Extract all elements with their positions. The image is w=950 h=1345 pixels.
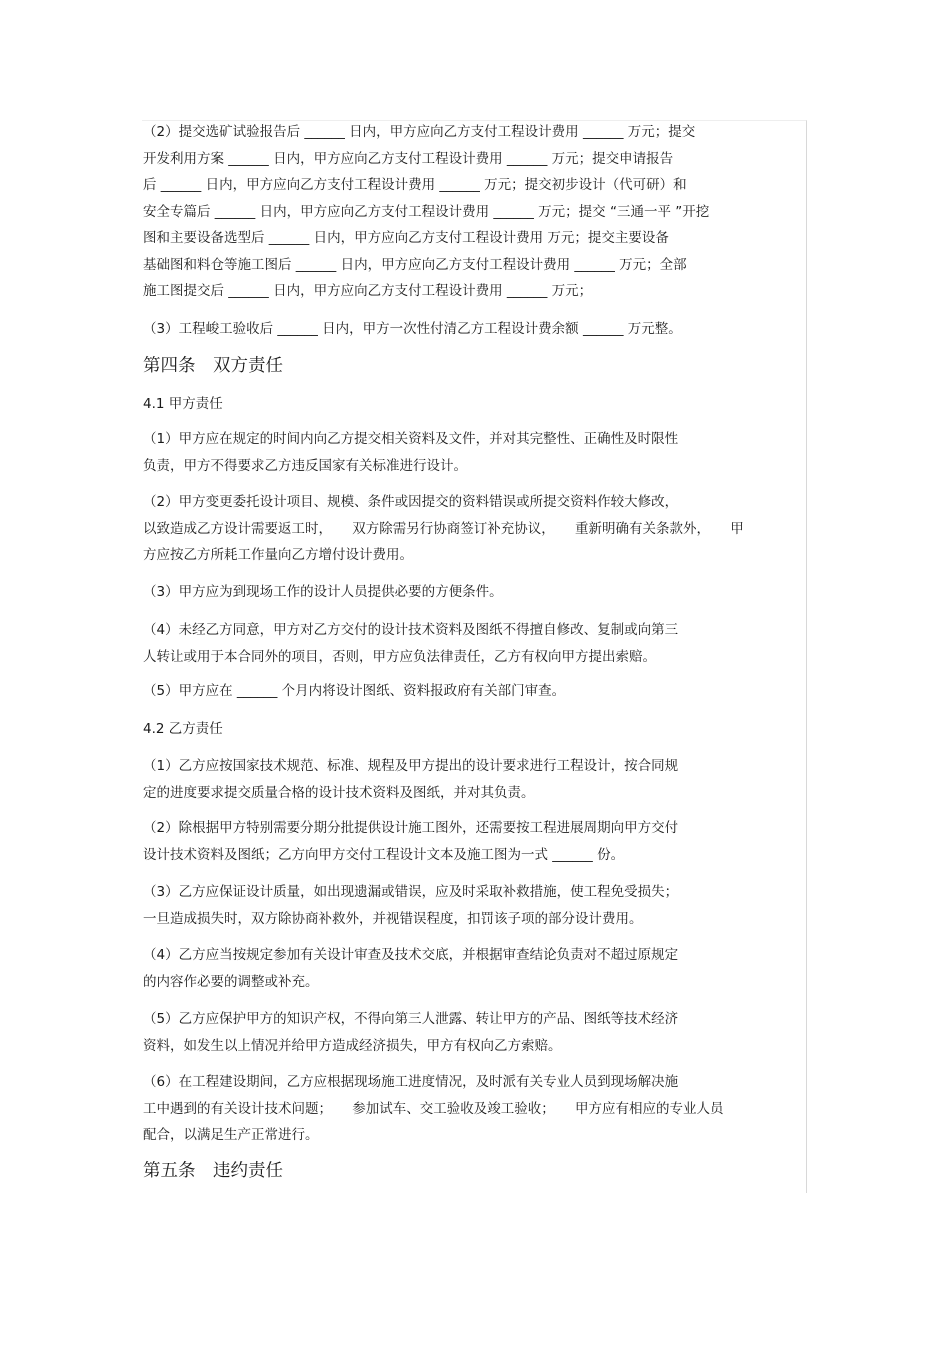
text-line: 一旦造成损失时，双方除协商补救外，并视错误程度，扣罚该子项的部分设计费用。 — [143, 910, 643, 927]
text-line: 配合，以满足生产正常进行。 — [143, 1127, 319, 1143]
party-a-clause-5 — [143, 678, 807, 705]
party-b-clause-6 — [143, 1069, 807, 1149]
text-line: 基础图和料仓等施工图后 ______ 日内，甲方应向乙方支付工程设计费用 ______ 万元；全部 — [143, 256, 687, 273]
text-line: （2）除根据甲方特别需要分期分批提供设计施工图外，还需要按工程进展周期向甲方交付 — [143, 820, 679, 836]
party-a-clause-2 — [143, 489, 807, 569]
text-line: 图和主要设备选型后 ______ 日内，甲方应向乙方支付工程设计费用 万元；提交主要设备 — [143, 230, 669, 246]
section-4-1-heading: 4.1 甲方责任 — [143, 396, 223, 412]
article-4-heading: 第四条 双方责任 — [143, 356, 283, 376]
text-line: （2）甲方变更委托设计项目、规模、条件或因提交的资料错误或所提交资料作较大修改， — [143, 494, 679, 510]
text-line: （4）未经乙方同意，甲方对乙方交付的设计技术资料及图纸不得擅自修改、复制或向第三 — [143, 622, 679, 638]
text-line: 负责，甲方不得要求乙方违反国家有关标准进行设计。 — [143, 457, 467, 474]
text-line: 安全专篇后 ______ 日内，甲方应向乙方支付工程设计费用 ______ 万元；提交 “三通一平 ”开挖 — [143, 203, 710, 220]
party-a-clause-3 — [143, 579, 807, 606]
party-b-clause-2 — [143, 815, 807, 868]
text-line: （6）在工程建设期间，乙方应根据现场施工进度情况，及时派有关专业人员到现场解决施 — [143, 1074, 679, 1090]
article-5-heading: 第五条 违约责任 — [143, 1161, 283, 1181]
text-line: 工中遇到的有关设计技术问题； 参加试车、交工验收及竣工验收； 甲方应有相应的专业人员 — [143, 1100, 724, 1117]
section-4-2-heading: 4.2 乙方责任 — [143, 721, 223, 737]
text-line: 后 ______ 日内，甲方应向乙方支付工程设计费用 ______ 万元；提交初步设计（代可研）和 — [143, 177, 687, 193]
text-line: 开发利用方案 ______ 日内，甲方应向乙方支付工程设计费用 ______ 万元；提交申请报告 — [143, 150, 674, 167]
text-line: （1）乙方应按国家技术规范、标准、规程及甲方提出的设计要求进行工程设计，按合同规 — [143, 758, 679, 774]
text-line: （4）乙方应当按规定参加有关设计审查及技术交底，并根据审查结论负责对不超过原规定 — [143, 947, 679, 963]
text-line: 人转让或用于本合同外的项目，否则，甲方应负法律责任，乙方有权向甲方提出索赔。 — [143, 648, 656, 665]
text-line: 的内容作必要的调整或补充。 — [143, 973, 319, 990]
text-line: 以致造成乙方设计需要返工时， 双方除需另行协商签订补充协议， 重新明确有关条款外， 甲 — [143, 520, 744, 537]
party-a-clause-1 — [143, 426, 807, 479]
party-b-clause-1 — [143, 753, 807, 806]
party-b-clause-3 — [143, 879, 807, 932]
text-line: 施工图提交后 ______ 日内，甲方应向乙方支付工程设计费用 ______ 万元； — [143, 283, 593, 299]
text-line: 设计技术资料及图纸；乙方向甲方交付工程设计文本及施工图为一式 ______ 份。 — [143, 846, 625, 863]
payment-clause-2 — [143, 119, 807, 305]
text-line: （5）甲方应在 ______ 个月内将设计图纸、资料报政府有关部门审查。 — [143, 683, 566, 699]
payment-clause-3 — [143, 316, 807, 343]
text-line: 资料，如发生以上情况并给甲方造成经济损失，甲方有权向乙方索赔。 — [143, 1037, 562, 1054]
party-a-clause-4 — [143, 617, 807, 670]
text-line: （3）工程峻工验收后 ______ 日内，甲方一次性付清乙方工程设计费余额 ______ 万元整。 — [143, 321, 682, 337]
text-line: 定的进度要求提交质量合格的设计技术资料及图纸，并对其负责。 — [143, 784, 535, 801]
text-line: 方应按乙方所耗工作量向乙方增付设计费用。 — [143, 547, 413, 563]
text-line: （3）乙方应保证设计质量，如出现遗漏或错误，应及时采取补救措施，使工程免受损失； — [143, 884, 679, 900]
party-b-clause-4 — [143, 942, 807, 995]
party-b-clause-5 — [143, 1006, 807, 1059]
text-line: （1）甲方应在规定的时间内向乙方提交相关资料及文件，并对其完整性、正确性及时限性 — [143, 431, 679, 447]
text-line: （5）乙方应保护甲方的知识产权，不得向第三人泄露、转让甲方的产品、图纸等技术经济 — [143, 1011, 679, 1027]
text-line: （3）甲方应为到现场工作的设计人员提供必要的方便条件。 — [143, 584, 503, 600]
text-line: （2）提交选矿试验报告后 ______ 日内，甲方应向乙方支付工程设计费用 ______ 万元；提交 — [143, 124, 696, 140]
